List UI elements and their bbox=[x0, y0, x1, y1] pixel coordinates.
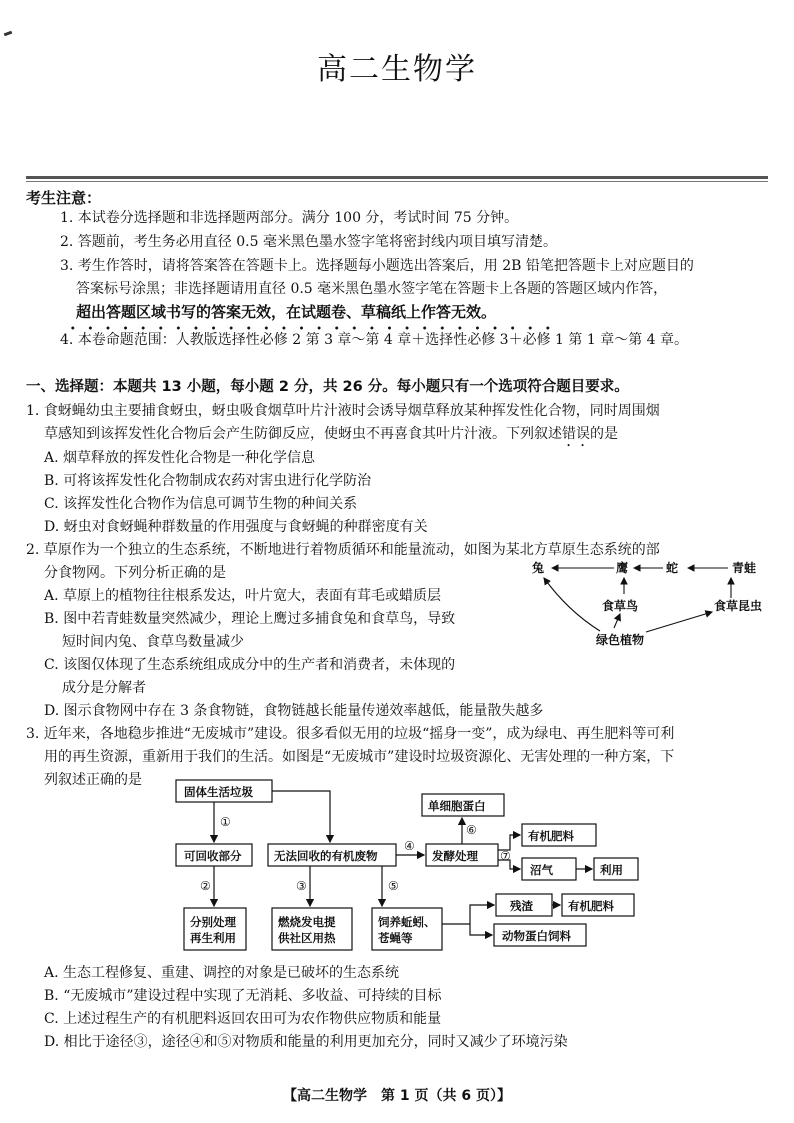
box-recyclable: 可回收部分 bbox=[184, 849, 242, 863]
q3-option-c: C. 上述过程生产的有机肥料返回农田可为农作物供应物质和能量 bbox=[44, 1011, 442, 1027]
q1-stem-line2: 草感知到该挥发性化合物后会产生防御反应，使蚜虫不再喜食其叶片汁液。下列叙述错误的是 bbox=[44, 426, 618, 442]
corner-mark bbox=[4, 31, 13, 37]
box-feed-line2: 苍蝇等 bbox=[378, 931, 413, 945]
notice-item-2: 2. 答题前，考生务必用直径 0.5 毫米黑色墨水签字笔将密封线内项目填写清楚。 bbox=[60, 234, 557, 250]
box-burn-line2: 供社区用热 bbox=[278, 931, 336, 945]
path-label-5: ⑤ bbox=[388, 879, 399, 893]
box-residue: 残渣 bbox=[510, 899, 533, 913]
box-solid-waste: 固体生活垃圾 bbox=[184, 785, 253, 799]
path-label-1: ① bbox=[220, 815, 231, 829]
q2-stem-line2: 分食物网。下列分析正确的是 bbox=[44, 565, 226, 581]
q1-option-b: B. 可将该挥发性化合物制成农药对害虫进行化学防治 bbox=[44, 473, 372, 489]
box-single-cell-protein: 单细胞蛋白 bbox=[428, 799, 486, 813]
page-footer: 【高二生物学 第 1 页（共 6 页）】 bbox=[283, 1088, 511, 1104]
box-organic-fertilizer-2: 有机肥料 bbox=[568, 899, 614, 913]
q2-option-b-line2: 短时间内兔、食草鸟数量减少 bbox=[62, 634, 244, 650]
notice-heading: 考生注意： bbox=[26, 189, 102, 207]
path-label-4: ④ bbox=[404, 839, 415, 853]
box-sort-line1: 分别处理 bbox=[190, 915, 236, 929]
box-feed-line1: 饲养蚯蚓、 bbox=[378, 915, 436, 929]
path-label-7: ⑦ bbox=[500, 849, 511, 863]
notice-item-3: 3. 考生作答时，请将答案答在答题卡上。选择题每小题选出答案后，用 2B 铅笔把答题卡上对应题目的 bbox=[60, 258, 694, 274]
notice-item-4: 4. 本卷命题范围：人教版选择性必修 2 第 3 章～第 4 章＋选择性必修 3＋必修 1 第 1 章～第 4 章。 bbox=[60, 332, 689, 348]
node-snake: 蛇 bbox=[666, 561, 679, 575]
notice-item-3-cont: 答案标号涂黑；非选择题请用直径 0.5 毫米黑色墨水签字笔在答题卡上各题的答题区域内作答， bbox=[76, 281, 668, 297]
q2-option-c-line2: 成分是分解者 bbox=[62, 680, 146, 696]
q1-option-a: A. 烟草释放的挥发性化合物是一种化学信息 bbox=[44, 450, 316, 466]
box-fermentation: 发酵处理 bbox=[432, 849, 478, 863]
q3-option-a: A. 生态工程修复、重建、调控的对象是已破坏的生态系统 bbox=[44, 965, 400, 981]
header-rule-thin bbox=[26, 181, 768, 182]
section-heading: 一、选择题：本题共 13 小题，每小题 2 分，共 26 分。每小题只有一个选项符合题目要求。 bbox=[26, 379, 629, 395]
food-web-diagram bbox=[528, 556, 778, 652]
path-label-6: ⑥ bbox=[466, 823, 477, 837]
q2-option-a: A. 草原上的植物往往根系发达，叶片宽大，表面有茸毛或蜡质层 bbox=[44, 588, 442, 604]
q3-option-b: B. “无废城市”建设过程中实现了无消耗、多收益、可持续的目标 bbox=[44, 988, 442, 1004]
box-animal-feed: 动物蛋白饲料 bbox=[502, 929, 571, 943]
node-frog: 青蛙 bbox=[732, 561, 757, 575]
q2-stem-line1: 2. 草原作为一个独立的生态系统，不断地进行着物质循环和能量流动，如图为某北方草原生态系统的部 bbox=[26, 542, 660, 558]
box-burn-line1: 燃烧发电提 bbox=[278, 915, 336, 929]
path-label-2: ② bbox=[200, 879, 211, 893]
q1-option-d: D. 蚜虫对食蚜蝇种群数量的作用强度与食蚜蝇的种群密度有关 bbox=[44, 519, 428, 535]
box-biogas: 沼气 bbox=[530, 863, 553, 877]
q2-option-b-line1: B. 图中若青蛙数量突然减少，理论上鹰过多捕食兔和食草鸟，导致 bbox=[44, 611, 456, 627]
path-label-3: ③ bbox=[296, 879, 307, 893]
q3-stem-line3: 列叙述正确的是 bbox=[44, 772, 142, 788]
node-insect: 食草昆虫 bbox=[714, 599, 763, 613]
page-title: 高二生物学 bbox=[317, 52, 477, 87]
q1-emphasis-word: 错误 bbox=[562, 426, 590, 442]
q3-stem-line2: 用的再生资源，重新用于我们的生活。如图是“无废城市”建设时垃圾资源化、无害处理的一种方案，下 bbox=[44, 749, 675, 765]
notice-item-1: 1. 本试卷分选择题和非选择题两部分。满分 100 分，考试时间 75 分钟。 bbox=[60, 210, 519, 226]
q3-option-d: D. 相比于途径③，途径④和⑤对物质和能量的利用更加充分，同时又减少了环境污染 bbox=[44, 1034, 568, 1050]
box-use: 利用 bbox=[600, 863, 623, 877]
q1-option-c: C. 该挥发性化合物作为信息可调节生物的种间关系 bbox=[44, 496, 358, 512]
waste-flow-diagram bbox=[150, 774, 623, 958]
node-eagle: 鹰 bbox=[616, 561, 629, 575]
box-organic-waste: 无法回收的有机废物 bbox=[274, 849, 378, 863]
q2-option-d: D. 图示食物网中存在 3 条食物链，食物链越长能量传递效率越低，能量散失越多 bbox=[44, 703, 544, 719]
box-organic-fertilizer-1: 有机肥料 bbox=[528, 829, 574, 843]
q1-stem-line1: 1. 食蚜蝇幼虫主要捕食蚜虫，蚜虫吸食烟草叶片汁液时会诱导烟草释放某种挥发性化合物，同时周围烟 bbox=[26, 403, 660, 419]
q2-option-c-line1: C. 该图仅体现了生态系统组成成分中的生产者和消费者，未体现的 bbox=[44, 657, 456, 673]
node-plant: 绿色植物 bbox=[596, 633, 645, 647]
header-rule-thick bbox=[26, 176, 768, 179]
node-rabbit: 兔 bbox=[532, 561, 545, 575]
q3-stem-line1: 3. 近年来，各地稳步推进“无废城市”建设。很多看似无用的垃圾“摇身一变”，成为绿电、再生肥料等可利 bbox=[26, 726, 675, 742]
node-bird: 食草鸟 bbox=[602, 599, 639, 613]
box-sort-line2: 再生利用 bbox=[190, 931, 236, 945]
notice-item-3-emphasis: 超出答题区域书写的答案无效，在试题卷、草稿纸上作答无效。 bbox=[76, 303, 497, 321]
